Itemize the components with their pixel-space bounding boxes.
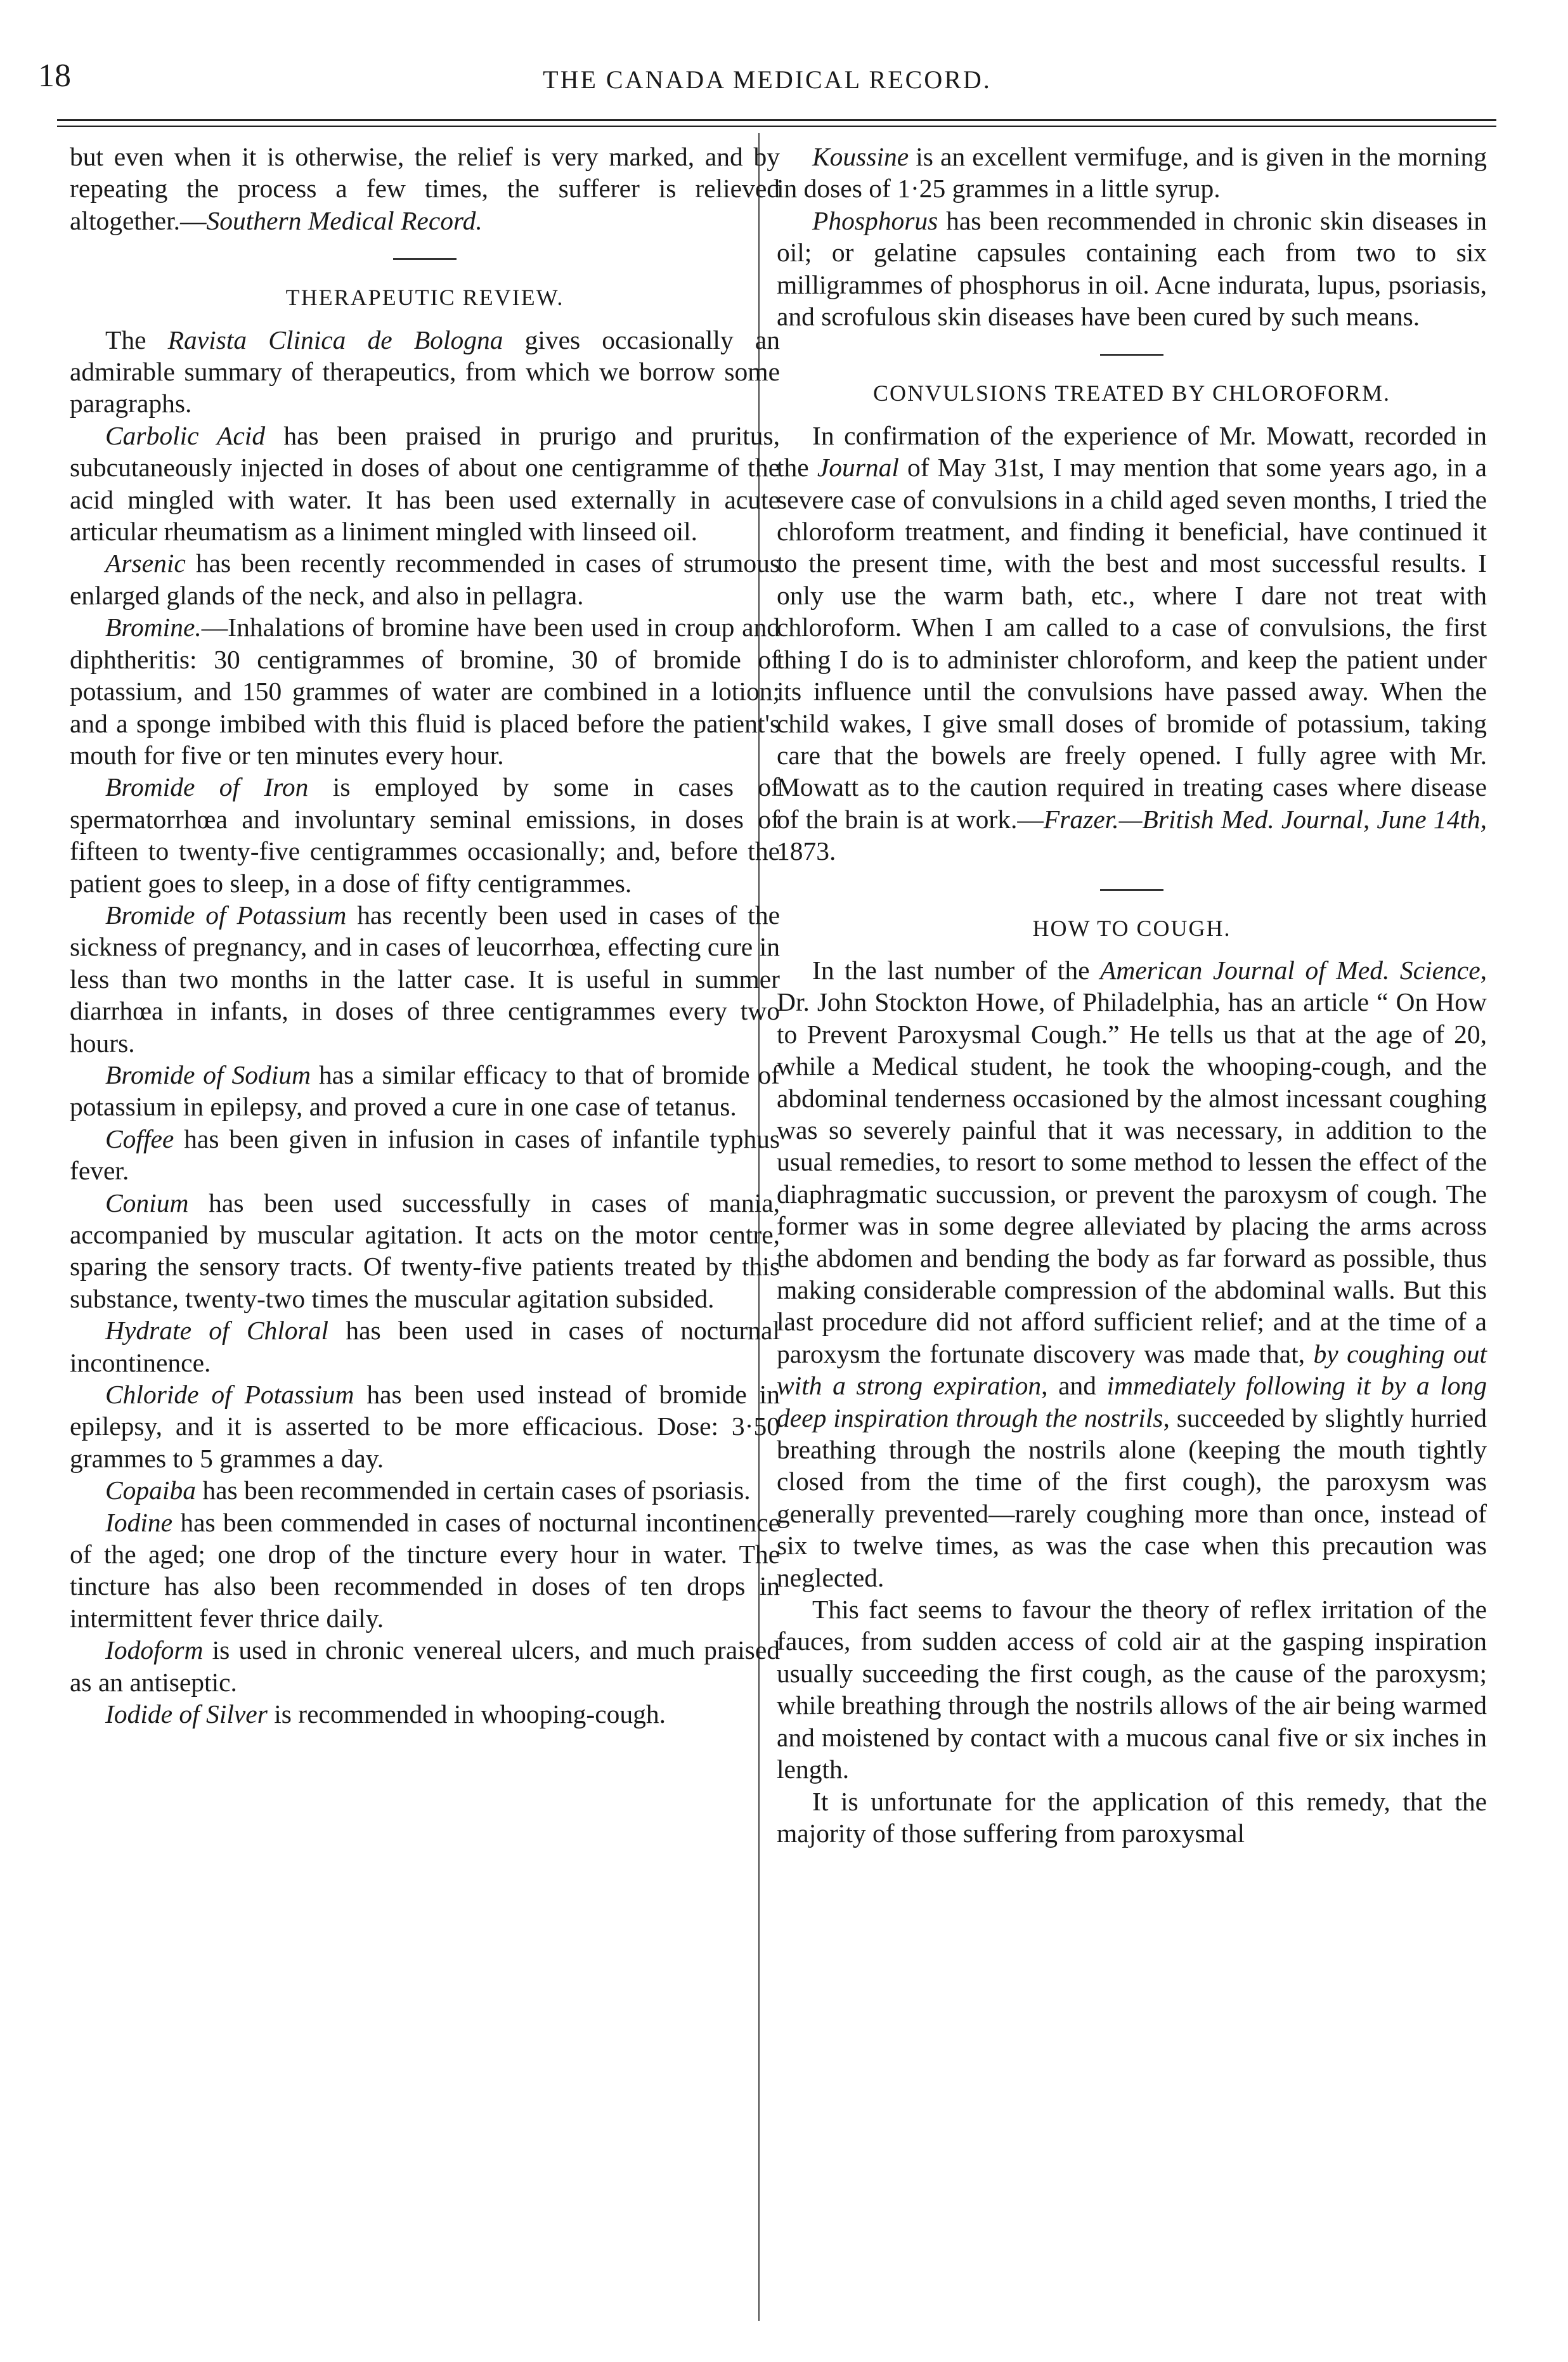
- paragraph: Phosphorus has been recommended in chronic skin diseases in oil; or gelatine capsules containing each from two to six milligrammes of phosphorus in oil. Acne indurata, lupus, psoriasis, and scrofulous skin diseases have been cured by such means.: [777, 205, 1487, 332]
- paragraph: It is unfortunate for the application of this remedy, that the majority of those suffering from paroxysmal: [777, 1786, 1487, 1848]
- section-heading-how-to-cough: HOW TO COUGH.: [1032, 915, 1231, 941]
- section-separator: [1100, 354, 1163, 356]
- running-title: THE CANADA MEDICAL RECORD.: [543, 65, 992, 94]
- paragraph: Chloride of Potassium has been used instead of bromide in epilepsy, and it is asserted to be more efficacious. Dose: 3·50 grammes to 5 grammes a day.: [70, 1380, 780, 1473]
- left-column: [70, 141, 780, 1730]
- section-heading-convulsions: CONVULSIONS TREATED BY CHLOROFORM.: [872, 380, 1391, 406]
- paragraph: Iodide of Silver is recommended in whooping-cough.: [105, 1699, 666, 1729]
- paragraph: Coffee has been given in infusion in cases of infantile typhus fever.: [70, 1124, 780, 1186]
- paragraph: Copaiba has been recommended in certain cases of psoriasis.: [105, 1476, 751, 1505]
- right-column: [777, 141, 1487, 1849]
- header-rule-thin: [57, 126, 1496, 127]
- page-header: [38, 57, 1496, 108]
- paragraph: In confirmation of the experience of Mr. Mowatt, recorded in the Journal of May 31st, I may mention that some years ago, in a severe case of convulsions in a child aged seven months, I tried the chloroform treatment, and finding it beneficial, have continued it to the present time, with the best and most successful results. I only use the warm bath, etc., where I dare not treat with chloroform. When I am called to a case of convulsions, the first thing I do is to administer chloroform, and keep the patient under its influence until the convulsions have passed away. When the child wakes, I give small doses of bromide of potassium, taking care that the bowels are freely opened. I fully agree with Mr. Mowatt as to the caution required in treating cases where disease of the brain is at work.—Frazer.—British Med. Journal, June 14th, 1873.: [777, 420, 1487, 866]
- section-heading-therapeutic-review: THERAPEUTIC REVIEW.: [285, 285, 564, 311]
- paragraph: Arsenic has been recently recommended in cases of strumous enlarged glands of the neck, and also in pellagra.: [70, 548, 780, 610]
- paragraph: Iodoform is used in chronic venereal ulcers, and much praised as an antiseptic.: [70, 1635, 780, 1697]
- paragraph: Bromide of Sodium has a similar efficacy to that of bromide of potassium in epilepsy, and proved a cure in one case of tetanus.: [70, 1060, 780, 1122]
- section-separator: [393, 258, 457, 260]
- paragraph: This fact seems to favour the theory of reflex irritation of the fauces, from sudden access of cold air at the gasping inspiration usually succeeding the first cough, as the cause of the paroxysm; while breathing through the nostrils allows of the air being warmed and moistened by contact with a mucous canal five or six inches in length.: [777, 1595, 1487, 1784]
- header-rule: [57, 119, 1496, 121]
- paragraph: Iodine has been commended in cases of nocturnal incontinence of the aged; one drop of the tincture every hour in water. The tincture has also been recommended in doses of ten drops in intermittent fever thrice daily.: [70, 1507, 780, 1633]
- paragraph: Hydrate of Chloral has been used in cases of nocturnal incontinence.: [70, 1316, 780, 1377]
- paragraph: The Ravista Clinica de Bologna gives occasionally an admirable summary of therapeutics, from which we borrow some paragraphs.: [70, 325, 780, 419]
- paragraph: Bromide of Iron is employed by some in cases of spermatorrhœa and involuntary seminal emissions, in doses of fifteen to twenty-five centigrammes occasionally; and, before the patient goes to sleep, in a dose of fifty centigrammes.: [70, 772, 781, 898]
- page-number: 18: [38, 58, 71, 94]
- paragraph: In the last number of the American Journal of Med. Science, Dr. John Stockton Howe, of Philadelphia, has an article “ On How to Prevent Paroxysmal Cough.” He tells us that at the age of 20, while a Medical student, he took the whooping-cough, and the abdominal tenderness occasioned by the almost incessant coughing was so severely painful that it was necessary, in addition to the usual remedies, to resort to some method to lessen the effect of the diaphragmatic succussion, or prevent the paroxysm of cough. The former was in some degree alleviated by placing the arms across the abdomen and bending the body as far forward as possible, thus making considerable compression of the abdominal walls. But this last procedure did not afford sufficient relief; and at the time of a paroxysm the fortunate discovery was made that, by coughing out with a strong expiration, and immediately following it by a long deep inspiration through the nostrils, succeeded by slightly hurried breathing through the nostrils alone (keeping the mouth tightly closed from the time of the first cough), the paroxysm was generally prevented—rarely coughing more than once, instead of six to twelve times, as was the case when this precaution was neglected.: [777, 955, 1487, 1592]
- paragraph: Conium has been used successfully in cases of mania, accompanied by muscular agitation. It acts on the motor centre, sparing the sensory tracts. Of twenty-five patients treated by this substance, twenty-two times the muscular agitation subsided.: [70, 1188, 780, 1313]
- paragraph: Bromine.—Inhalations of bromine have been used in croup and diphtheritis: 30 centigrammes of bromine, 30 of bromide of potassium, and 150 grammes of water are combined in a lotion; and a sponge imbibed with this fluid is placed before the patient's mouth for five or ten minutes every hour.: [70, 613, 780, 770]
- paragraph: Koussine is an excellent vermifuge, and is given in the morning in doses of 1·25 grammes in a little syrup.: [777, 142, 1487, 204]
- section-separator: [1100, 889, 1163, 891]
- paragraph: Carbolic Acid has been praised in prurigo and pruritus, subcutaneously injected in doses of about one centigramme of the acid mingled with water. It has been used externally in acute articular rheumatism as a liniment mingled with linseed oil.: [70, 420, 780, 547]
- paragraph: Bromide of Potassium has recently been used in cases of the sickness of pregnancy, and in cases of leucorrhœa, effecting cure in less than two months in the latter case. It is useful in summer diarrhœa in infants, in doses of three centigrammes every two hours.: [70, 900, 780, 1058]
- paragraph: but even when it is otherwise, the relief is very marked, and by repeating the process a few times, the sufferer is relieved altogether.—Southern Medical Record.: [70, 142, 780, 235]
